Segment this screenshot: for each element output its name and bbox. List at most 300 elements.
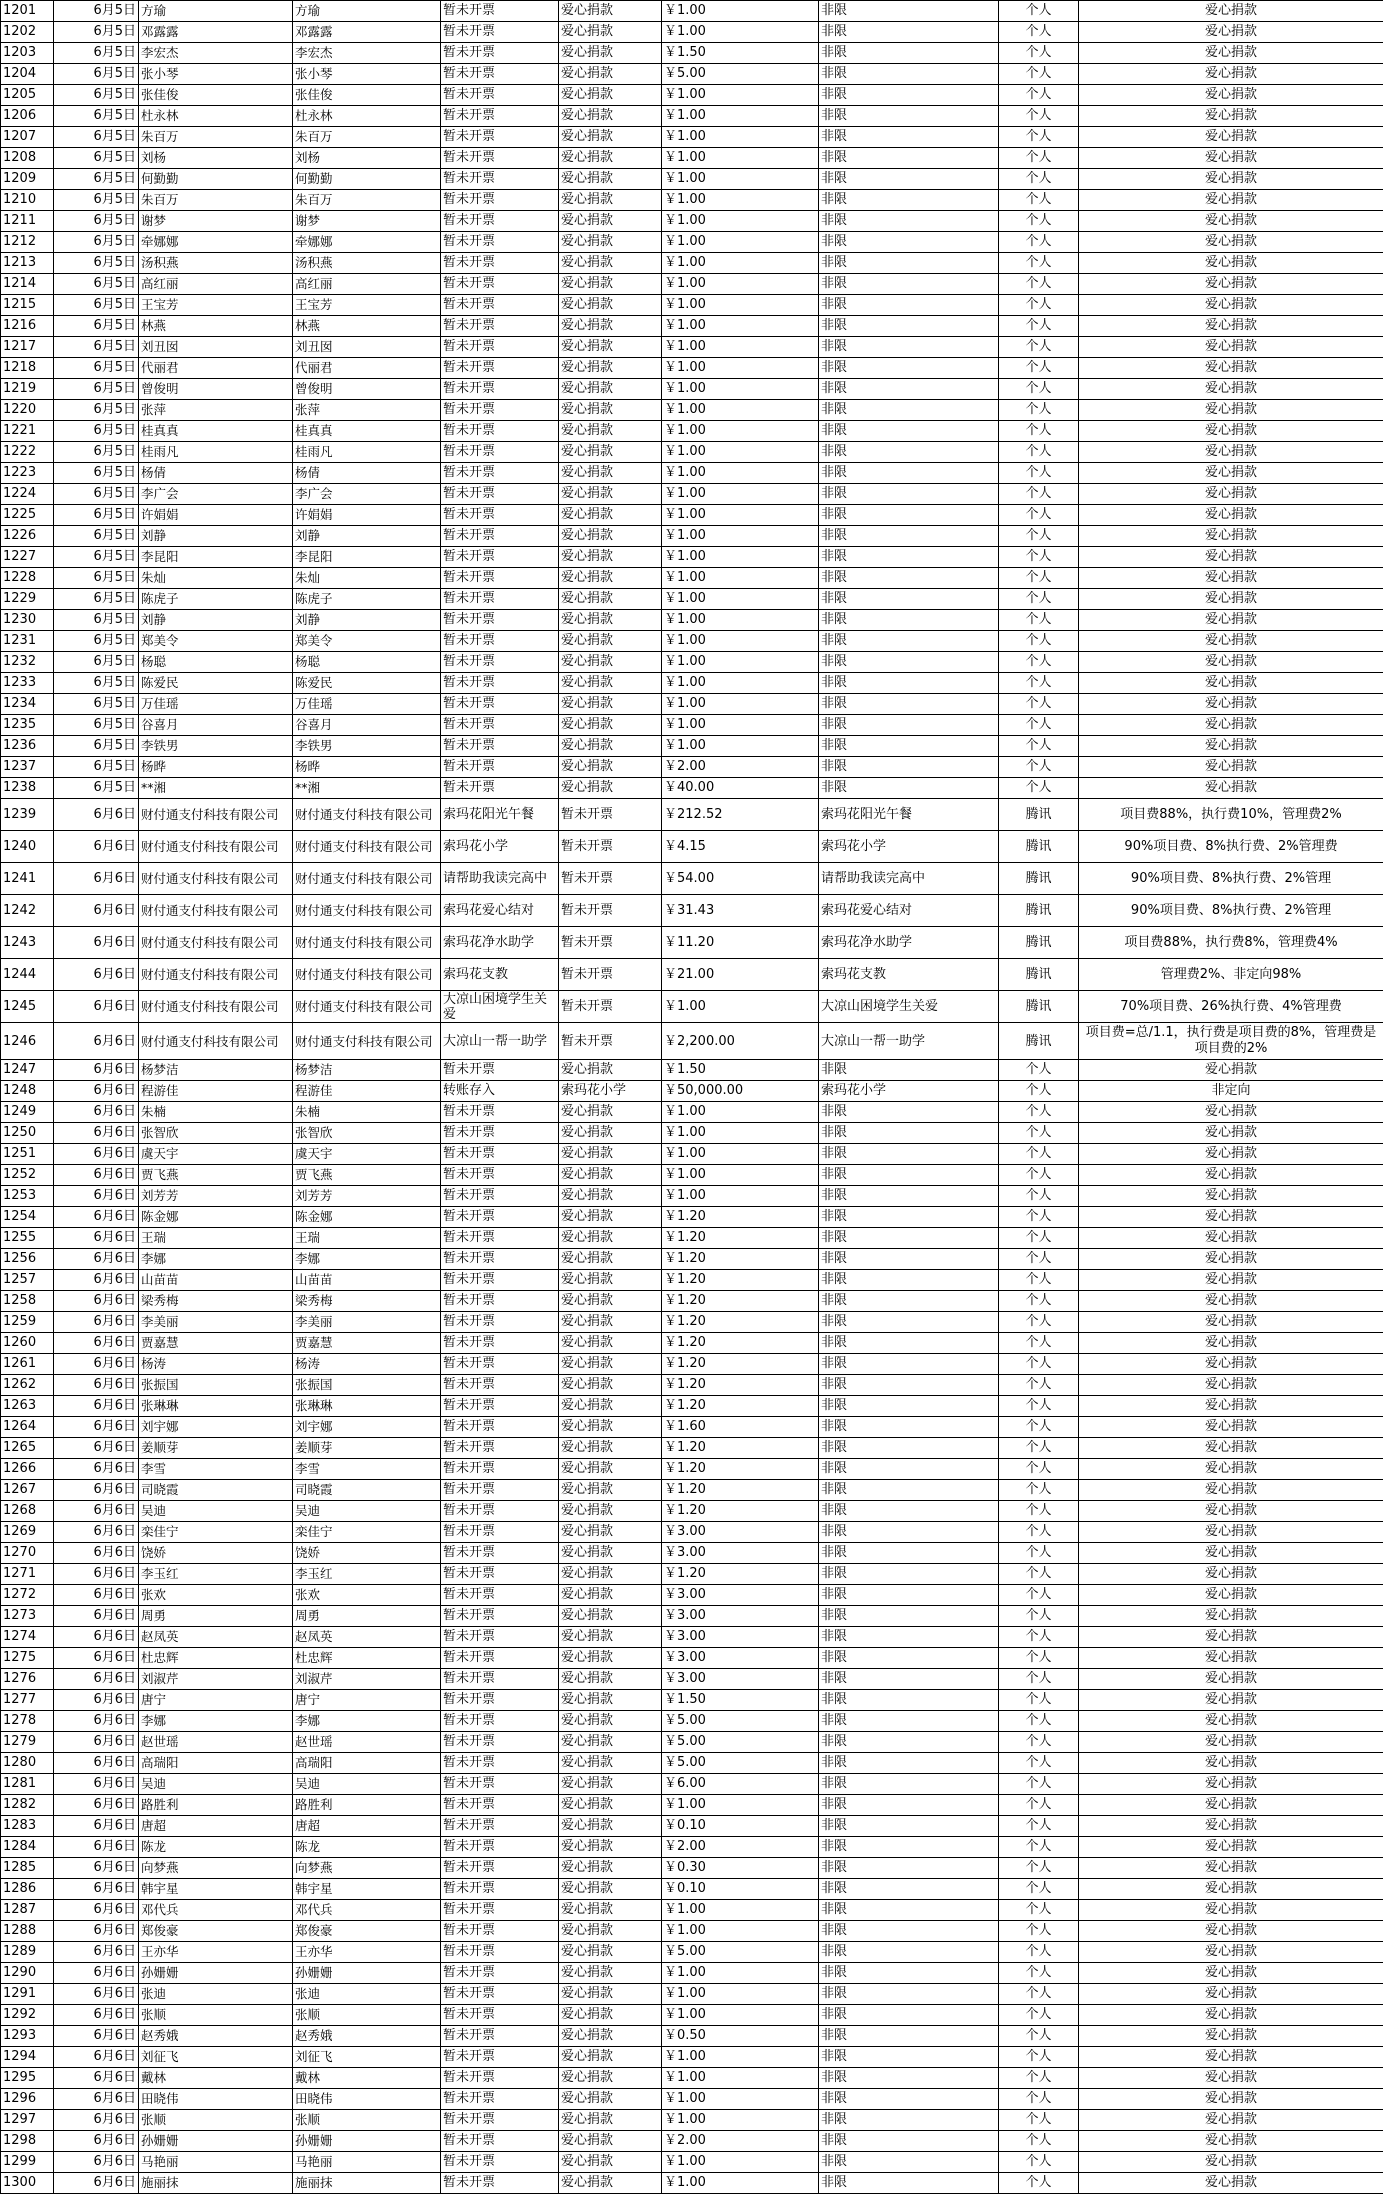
- date-cell: 6月6日: [54, 1354, 139, 1375]
- invoice-cell: 暂未开票: [441, 379, 559, 400]
- donor-cell: 孙姗姗: [139, 2131, 293, 2152]
- project-cell: 非限: [819, 400, 999, 421]
- purpose-cell: 爱心捐款: [559, 1375, 662, 1396]
- amount-cell: ￥1.00: [662, 715, 819, 736]
- allocation-cell: 爱心捐款: [1079, 169, 1383, 190]
- project-cell: 非限: [819, 2089, 999, 2110]
- serial-cell: 1275: [1, 1648, 54, 1669]
- serial-cell: 1214: [1, 274, 54, 295]
- allocation-cell: 爱心捐款: [1079, 1711, 1383, 1732]
- table-row: [1, 1816, 1383, 1837]
- donor-type-cell: 个人: [999, 1123, 1079, 1144]
- date-cell: 6月5日: [54, 22, 139, 43]
- payer-cell: 山苗苗: [293, 1270, 441, 1291]
- purpose-cell: 爱心捐款: [559, 778, 662, 799]
- invoice-cell: 暂未开票: [441, 1648, 559, 1669]
- donor-type-cell: 个人: [999, 1879, 1079, 1900]
- payer-cell: 杜永林: [293, 106, 441, 127]
- invoice-cell: 暂未开票: [441, 316, 559, 337]
- project-cell: 非限: [819, 652, 999, 673]
- amount-cell: ￥0.10: [662, 1879, 819, 1900]
- payer-cell: 孙姗姗: [293, 2131, 441, 2152]
- payer-cell: 张迪: [293, 1984, 441, 2005]
- purpose-cell: 爱心捐款: [559, 1291, 662, 1312]
- donor-cell: 林燕: [139, 316, 293, 337]
- payer-cell: 郑美令: [293, 631, 441, 652]
- invoice-cell: 暂未开票: [441, 1711, 559, 1732]
- date-cell: 6月6日: [54, 1858, 139, 1879]
- purpose-cell: 爱心捐款: [559, 2131, 662, 2152]
- serial-cell: 1261: [1, 1354, 54, 1375]
- invoice-cell: 暂未开票: [441, 1438, 559, 1459]
- donor-cell: 唐超: [139, 1816, 293, 1837]
- donor-type-cell: 个人: [999, 211, 1079, 232]
- serial-cell: 1206: [1, 106, 54, 127]
- serial-cell: 1223: [1, 463, 54, 484]
- serial-cell: 1209: [1, 169, 54, 190]
- project-cell: 非限: [819, 505, 999, 526]
- serial-cell: 1295: [1, 2068, 54, 2089]
- amount-cell: ￥3.00: [662, 1543, 819, 1564]
- allocation-cell: 爱心捐款: [1079, 22, 1383, 43]
- allocation-cell: 爱心捐款: [1079, 232, 1383, 253]
- project-cell: 非限: [819, 1501, 999, 1522]
- serial-cell: 1283: [1, 1816, 54, 1837]
- donor-cell: 刘宇娜: [139, 1417, 293, 1438]
- payer-cell: 邓代兵: [293, 1900, 441, 1921]
- payer-cell: 财付通支付科技有限公司: [293, 799, 441, 831]
- project-cell: 非限: [819, 421, 999, 442]
- date-cell: 6月5日: [54, 421, 139, 442]
- payer-cell: 谷喜月: [293, 715, 441, 736]
- table-row: [1, 1879, 1383, 1900]
- payer-cell: 张欢: [293, 1585, 441, 1606]
- project-cell: 非限: [819, 1879, 999, 1900]
- serial-cell: 1264: [1, 1417, 54, 1438]
- donor-type-cell: 个人: [999, 1543, 1079, 1564]
- allocation-cell: 爱心捐款: [1079, 1459, 1383, 1480]
- table-row: [1, 232, 1383, 253]
- donor-cell: 赵凤英: [139, 1627, 293, 1648]
- donor-type-cell: 个人: [999, 610, 1079, 631]
- amount-cell: ￥1.00: [662, 22, 819, 43]
- date-cell: 6月6日: [54, 2173, 139, 2194]
- date-cell: 6月5日: [54, 148, 139, 169]
- amount-cell: ￥1.00: [662, 2173, 819, 2194]
- payer-cell: 财付通支付科技有限公司: [293, 863, 441, 895]
- donor-cell: 王瑞: [139, 1228, 293, 1249]
- donor-cell: 刘征飞: [139, 2047, 293, 2068]
- amount-cell: ￥1.00: [662, 127, 819, 148]
- amount-cell: ￥1.00: [662, 169, 819, 190]
- invoice-cell: 暂未开票: [441, 757, 559, 778]
- amount-cell: ￥1.00: [662, 1165, 819, 1186]
- payer-cell: 杨聪: [293, 652, 441, 673]
- table-row: [1, 190, 1383, 211]
- donor-type-cell: 个人: [999, 1900, 1079, 1921]
- purpose-cell: 爱心捐款: [559, 127, 662, 148]
- donor-type-cell: 个人: [999, 64, 1079, 85]
- serial-cell: 1213: [1, 253, 54, 274]
- purpose-cell: 爱心捐款: [559, 1774, 662, 1795]
- payer-cell: 何勤勤: [293, 169, 441, 190]
- table-row: [1, 1102, 1383, 1123]
- project-cell: 非限: [819, 1543, 999, 1564]
- project-cell: 非限: [819, 694, 999, 715]
- payer-cell: 李宏杰: [293, 43, 441, 64]
- donor-type-cell: 个人: [999, 694, 1079, 715]
- purpose-cell: 爱心捐款: [559, 1123, 662, 1144]
- purpose-cell: 爱心捐款: [559, 1669, 662, 1690]
- amount-cell: ￥5.00: [662, 64, 819, 85]
- project-cell: 非限: [819, 274, 999, 295]
- date-cell: 6月6日: [54, 2152, 139, 2173]
- payer-cell: 杨涛: [293, 1354, 441, 1375]
- donor-cell: 张萍: [139, 400, 293, 421]
- allocation-cell: 爱心捐款: [1079, 631, 1383, 652]
- purpose-cell: 爱心捐款: [559, 2173, 662, 2194]
- donor-type-cell: 个人: [999, 1165, 1079, 1186]
- table-row: [1, 2026, 1383, 2047]
- project-cell: 非限: [819, 1396, 999, 1417]
- table-row: [1, 1501, 1383, 1522]
- allocation-cell: 爱心捐款: [1079, 547, 1383, 568]
- project-cell: 非限: [819, 1480, 999, 1501]
- date-cell: 6月5日: [54, 316, 139, 337]
- donor-cell: 财付通支付科技有限公司: [139, 927, 293, 959]
- allocation-cell: 爱心捐款: [1079, 1732, 1383, 1753]
- donor-cell: 刘淑芹: [139, 1669, 293, 1690]
- invoice-cell: 暂未开票: [441, 2089, 559, 2110]
- amount-cell: ￥1.00: [662, 991, 819, 1023]
- date-cell: 6月6日: [54, 1291, 139, 1312]
- invoice-cell: 暂未开票: [441, 547, 559, 568]
- donor-cell: 刘芳芳: [139, 1186, 293, 1207]
- project-cell: 非限: [819, 1627, 999, 1648]
- donor-cell: 杨聪: [139, 652, 293, 673]
- allocation-cell: 爱心捐款: [1079, 757, 1383, 778]
- serial-cell: 1262: [1, 1375, 54, 1396]
- purpose-cell: 爱心捐款: [559, 2005, 662, 2026]
- allocation-cell: 项目费88%，执行费8%，管理费4%: [1079, 927, 1383, 959]
- serial-cell: 1254: [1, 1207, 54, 1228]
- project-cell: 非限: [819, 442, 999, 463]
- amount-cell: ￥3.00: [662, 1522, 819, 1543]
- date-cell: 6月5日: [54, 274, 139, 295]
- date-cell: 6月5日: [54, 610, 139, 631]
- purpose-cell: 爱心捐款: [559, 1186, 662, 1207]
- donor-type-cell: 个人: [999, 1921, 1079, 1942]
- invoice-cell: 大凉山困境学生关爱: [441, 991, 559, 1023]
- table-row: [1, 526, 1383, 547]
- donor-type-cell: 个人: [999, 2026, 1079, 2047]
- project-cell: 非限: [819, 1417, 999, 1438]
- allocation-cell: 爱心捐款: [1079, 106, 1383, 127]
- table-row: [1, 484, 1383, 505]
- donor-type-cell: 个人: [999, 1375, 1079, 1396]
- table-row: [1, 1690, 1383, 1711]
- project-cell: 非限: [819, 1585, 999, 1606]
- amount-cell: ￥1.20: [662, 1438, 819, 1459]
- allocation-cell: 爱心捐款: [1079, 1627, 1383, 1648]
- serial-cell: 1222: [1, 442, 54, 463]
- date-cell: 6月6日: [54, 1732, 139, 1753]
- project-cell: 非限: [819, 2110, 999, 2131]
- purpose-cell: 爱心捐款: [559, 442, 662, 463]
- project-cell: 非限: [819, 1228, 999, 1249]
- invoice-cell: 暂未开票: [441, 1165, 559, 1186]
- amount-cell: ￥1.00: [662, 1921, 819, 1942]
- allocation-cell: 爱心捐款: [1079, 2068, 1383, 2089]
- donor-type-cell: 个人: [999, 1795, 1079, 1816]
- project-cell: 非限: [819, 1606, 999, 1627]
- table-row: [1, 358, 1383, 379]
- project-cell: 索玛花小学: [819, 831, 999, 863]
- donor-type-cell: 个人: [999, 1480, 1079, 1501]
- project-cell: 索玛花阳光午餐: [819, 799, 999, 831]
- table-row: [1, 568, 1383, 589]
- amount-cell: ￥1.20: [662, 1459, 819, 1480]
- date-cell: 6月6日: [54, 799, 139, 831]
- serial-cell: 1204: [1, 64, 54, 85]
- payer-cell: 贾飞燕: [293, 1165, 441, 1186]
- serial-cell: 1294: [1, 2047, 54, 2068]
- serial-cell: 1230: [1, 610, 54, 631]
- donor-cell: 财付通支付科技有限公司: [139, 1023, 293, 1060]
- amount-cell: ￥1.00: [662, 1795, 819, 1816]
- donor-type-cell: 腾讯: [999, 959, 1079, 991]
- purpose-cell: 爱心捐款: [559, 1312, 662, 1333]
- invoice-cell: 暂未开票: [441, 1396, 559, 1417]
- date-cell: 6月5日: [54, 652, 139, 673]
- allocation-cell: 爱心捐款: [1079, 64, 1383, 85]
- amount-cell: ￥1.00: [662, 1963, 819, 1984]
- date-cell: 6月6日: [54, 2047, 139, 2068]
- invoice-cell: 暂未开票: [441, 526, 559, 547]
- payer-cell: 陈爱民: [293, 673, 441, 694]
- payer-cell: 姜顺芽: [293, 1438, 441, 1459]
- donor-type-cell: 个人: [999, 1333, 1079, 1354]
- donor-type-cell: 腾讯: [999, 895, 1079, 927]
- allocation-cell: 爱心捐款: [1079, 2005, 1383, 2026]
- donor-cell: 唐宁: [139, 1690, 293, 1711]
- donor-cell: **湘: [139, 778, 293, 799]
- serial-cell: 1299: [1, 2152, 54, 2173]
- invoice-cell: 暂未开票: [441, 1627, 559, 1648]
- date-cell: 6月6日: [54, 1879, 139, 1900]
- donor-cell: 李娜: [139, 1711, 293, 1732]
- amount-cell: ￥1.00: [662, 610, 819, 631]
- project-cell: 非限: [819, 1669, 999, 1690]
- project-cell: 非限: [819, 1984, 999, 2005]
- amount-cell: ￥1.00: [662, 736, 819, 757]
- table-row: [1, 1732, 1383, 1753]
- purpose-cell: 爱心捐款: [559, 421, 662, 442]
- donor-cell: 财付通支付科技有限公司: [139, 895, 293, 927]
- allocation-cell: 爱心捐款: [1079, 652, 1383, 673]
- purpose-cell: 爱心捐款: [559, 1837, 662, 1858]
- donor-type-cell: 个人: [999, 2131, 1079, 2152]
- donor-cell: 姜顺芽: [139, 1438, 293, 1459]
- project-cell: 非限: [819, 85, 999, 106]
- amount-cell: ￥1.20: [662, 1396, 819, 1417]
- amount-cell: ￥1.00: [662, 442, 819, 463]
- donor-cell: 吴迪: [139, 1774, 293, 1795]
- table-row: [1, 1270, 1383, 1291]
- invoice-cell: 暂未开票: [441, 505, 559, 526]
- serial-cell: 1260: [1, 1333, 54, 1354]
- donor-type-cell: 个人: [999, 1606, 1079, 1627]
- payer-cell: 牵娜娜: [293, 232, 441, 253]
- donor-cell: 汤积燕: [139, 253, 293, 274]
- date-cell: 6月5日: [54, 589, 139, 610]
- donor-type-cell: 个人: [999, 148, 1079, 169]
- donor-type-cell: 个人: [999, 1207, 1079, 1228]
- project-cell: 非限: [819, 610, 999, 631]
- allocation-cell: 爱心捐款: [1079, 43, 1383, 64]
- payer-cell: 张顺: [293, 2110, 441, 2131]
- invoice-cell: 暂未开票: [441, 442, 559, 463]
- table-row: [1, 1543, 1383, 1564]
- table-row: [1, 694, 1383, 715]
- project-cell: 非限: [819, 211, 999, 232]
- project-cell: 非限: [819, 169, 999, 190]
- donor-type-cell: 个人: [999, 1564, 1079, 1585]
- donor-type-cell: 个人: [999, 106, 1079, 127]
- table-row: [1, 442, 1383, 463]
- purpose-cell: 爱心捐款: [559, 1690, 662, 1711]
- serial-cell: 1225: [1, 505, 54, 526]
- amount-cell: ￥5.00: [662, 1942, 819, 1963]
- purpose-cell: 暂未开票: [559, 1023, 662, 1060]
- date-cell: 6月6日: [54, 1900, 139, 1921]
- donor-type-cell: 个人: [999, 631, 1079, 652]
- allocation-cell: 爱心捐款: [1079, 736, 1383, 757]
- table-row: [1, 1165, 1383, 1186]
- table-row: [1, 2005, 1383, 2026]
- payer-cell: 朱百万: [293, 190, 441, 211]
- donor-type-cell: 个人: [999, 505, 1079, 526]
- purpose-cell: 爱心捐款: [559, 1396, 662, 1417]
- project-cell: 非限: [819, 295, 999, 316]
- donor-type-cell: 个人: [999, 316, 1079, 337]
- invoice-cell: 暂未开票: [441, 1291, 559, 1312]
- table-row: [1, 1354, 1383, 1375]
- allocation-cell: 项目费88%，执行费10%，管理费2%: [1079, 799, 1383, 831]
- serial-cell: 1293: [1, 2026, 54, 2047]
- purpose-cell: 爱心捐款: [559, 316, 662, 337]
- invoice-cell: 暂未开票: [441, 1963, 559, 1984]
- donor-type-cell: 个人: [999, 379, 1079, 400]
- allocation-cell: 爱心捐款: [1079, 1438, 1383, 1459]
- payer-cell: 刘静: [293, 526, 441, 547]
- project-cell: 非限: [819, 1858, 999, 1879]
- invoice-cell: 暂未开票: [441, 1207, 559, 1228]
- serial-cell: 1220: [1, 400, 54, 421]
- donor-type-cell: 个人: [999, 400, 1079, 421]
- table-row: [1, 2152, 1383, 2173]
- allocation-cell: 爱心捐款: [1079, 2152, 1383, 2173]
- project-cell: 非限: [819, 1459, 999, 1480]
- table-row: [1, 211, 1383, 232]
- payer-cell: 朱百万: [293, 127, 441, 148]
- payer-cell: 唐宁: [293, 1690, 441, 1711]
- allocation-cell: 爱心捐款: [1079, 484, 1383, 505]
- donor-type-cell: 个人: [999, 526, 1079, 547]
- purpose-cell: 爱心捐款: [559, 1480, 662, 1501]
- donor-cell: 张佳俊: [139, 85, 293, 106]
- invoice-cell: 暂未开票: [441, 589, 559, 610]
- donor-type-cell: 个人: [999, 22, 1079, 43]
- donor-type-cell: 个人: [999, 1144, 1079, 1165]
- amount-cell: ￥1.00: [662, 505, 819, 526]
- project-cell: 非限: [819, 1963, 999, 1984]
- donor-cell: 陈爱民: [139, 673, 293, 694]
- serial-cell: 1249: [1, 1102, 54, 1123]
- payer-cell: 吴迪: [293, 1774, 441, 1795]
- amount-cell: ￥1.00: [662, 547, 819, 568]
- serial-cell: 1281: [1, 1774, 54, 1795]
- date-cell: 6月5日: [54, 400, 139, 421]
- purpose-cell: 爱心捐款: [559, 1249, 662, 1270]
- donor-type-cell: 腾讯: [999, 831, 1079, 863]
- amount-cell: ￥31.43: [662, 895, 819, 927]
- date-cell: 6月5日: [54, 631, 139, 652]
- serial-cell: 1285: [1, 1858, 54, 1879]
- donor-type-cell: 个人: [999, 1711, 1079, 1732]
- purpose-cell: 爱心捐款: [559, 568, 662, 589]
- donor-cell: 李宏杰: [139, 43, 293, 64]
- project-cell: 非限: [819, 1837, 999, 1858]
- table-row: [1, 1060, 1383, 1081]
- donor-cell: 邓代兵: [139, 1900, 293, 1921]
- project-cell: 非限: [819, 1921, 999, 1942]
- date-cell: 6月6日: [54, 1963, 139, 1984]
- amount-cell: ￥1.20: [662, 1291, 819, 1312]
- allocation-cell: 爱心捐款: [1079, 2089, 1383, 2110]
- donor-type-cell: 个人: [999, 1417, 1079, 1438]
- project-cell: 非限: [819, 1942, 999, 1963]
- donor-cell: 杨晔: [139, 757, 293, 778]
- serial-cell: 1233: [1, 673, 54, 694]
- project-cell: 非限: [819, 1186, 999, 1207]
- donor-cell: 杜永林: [139, 106, 293, 127]
- date-cell: 6月6日: [54, 2110, 139, 2131]
- invoice-cell: 暂未开票: [441, 1921, 559, 1942]
- donor-cell: 张顺: [139, 2110, 293, 2131]
- donor-type-cell: 个人: [999, 1774, 1079, 1795]
- project-cell: 非限: [819, 1774, 999, 1795]
- serial-cell: 1221: [1, 421, 54, 442]
- allocation-cell: 爱心捐款: [1079, 1375, 1383, 1396]
- allocation-cell: 爱心捐款: [1079, 1963, 1383, 1984]
- serial-cell: 1232: [1, 652, 54, 673]
- table-row: [1, 1564, 1383, 1585]
- amount-cell: ￥21.00: [662, 959, 819, 991]
- table-row: [1, 1984, 1383, 2005]
- serial-cell: 1217: [1, 337, 54, 358]
- serial-cell: 1210: [1, 190, 54, 211]
- purpose-cell: 爱心捐款: [559, 1, 662, 22]
- amount-cell: ￥1.00: [662, 631, 819, 652]
- donor-cell: 陈金娜: [139, 1207, 293, 1228]
- amount-cell: ￥3.00: [662, 1627, 819, 1648]
- purpose-cell: 爱心捐款: [559, 85, 662, 106]
- date-cell: 6月6日: [54, 1501, 139, 1522]
- amount-cell: ￥1.60: [662, 1417, 819, 1438]
- project-cell: 索玛花爱心结对: [819, 895, 999, 927]
- table-row: [1, 316, 1383, 337]
